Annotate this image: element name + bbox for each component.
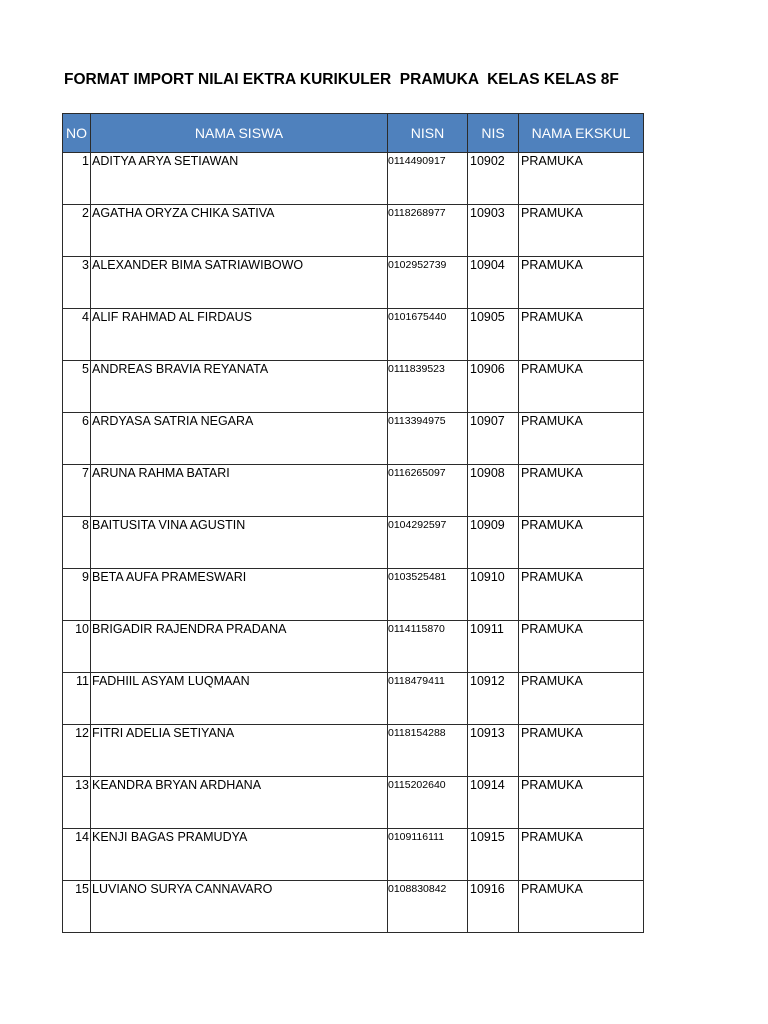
cell-nisn: 0101675440 [388,309,468,361]
cell-nis: 10911 [468,621,519,673]
cell-nama-siswa: KENJI BAGAS PRAMUDYA [91,829,388,881]
cell-nisn: 0118268977 [388,205,468,257]
cell-nama-siswa: ARUNA RAHMA BATARI [91,465,388,517]
cell-nama-ekskul: PRAMUKA [519,673,644,725]
cell-no: 4 [63,309,91,361]
cell-no: 9 [63,569,91,621]
cell-nis: 10907 [468,413,519,465]
cell-nis: 10906 [468,361,519,413]
header-nama-ekskul: NAMA EKSKUL [519,114,644,153]
cell-nis: 10908 [468,465,519,517]
cell-nis: 10909 [468,517,519,569]
table-row [63,517,644,569]
cell-nis: 10903 [468,205,519,257]
cell-nisn: 0113394975 [388,413,468,465]
cell-no: 3 [63,257,91,309]
cell-nama-ekskul: PRAMUKA [519,205,644,257]
cell-nis: 10904 [468,257,519,309]
cell-nama-ekskul: PRAMUKA [519,777,644,829]
cell-nisn: 0114115870 [388,621,468,673]
cell-nisn: 0115202640 [388,777,468,829]
cell-nama-ekskul: PRAMUKA [519,361,644,413]
cell-nama-siswa: ARDYASA SATRIA NEGARA [91,413,388,465]
cell-nis: 10905 [468,309,519,361]
cell-nisn: 0109116111 [388,829,468,881]
cell-nama-siswa: KEANDRA BRYAN ARDHANA [91,777,388,829]
cell-nama-siswa: LUVIANO SURYA CANNAVARO [91,881,388,933]
cell-nama-siswa: ALIF RAHMAD AL FIRDAUS [91,309,388,361]
cell-no: 12 [63,725,91,777]
cell-nama-ekskul: PRAMUKA [519,413,644,465]
cell-nama-siswa: FADHIIL ASYAM LUQMAAN [91,673,388,725]
cell-no: 5 [63,361,91,413]
cell-nis: 10902 [468,153,519,205]
cell-no: 6 [63,413,91,465]
cell-nis: 10910 [468,569,519,621]
cell-nisn: 0108830842 [388,881,468,933]
cell-nisn: 0104292597 [388,517,468,569]
student-table [62,113,644,933]
cell-no: 15 [63,881,91,933]
cell-no: 7 [63,465,91,517]
table-header-row [63,114,644,153]
cell-nisn: 0116265097 [388,465,468,517]
cell-nama-ekskul: PRAMUKA [519,153,644,205]
cell-nama-siswa: ALEXANDER BIMA SATRIAWIBOWO [91,257,388,309]
cell-nisn: 0118479411 [388,673,468,725]
cell-nama-siswa: BRIGADIR RAJENDRA PRADANA [91,621,388,673]
table-row [63,361,644,413]
cell-no: 2 [63,205,91,257]
cell-nama-ekskul: PRAMUKA [519,309,644,361]
cell-nis: 10916 [468,881,519,933]
cell-no: 10 [63,621,91,673]
cell-nis: 10912 [468,673,519,725]
cell-nama-siswa: BETA AUFA PRAMESWARI [91,569,388,621]
cell-no: 8 [63,517,91,569]
cell-nisn: 0111839523 [388,361,468,413]
cell-nama-siswa: BAITUSITA VINA AGUSTIN [91,517,388,569]
table-row [63,309,644,361]
cell-nis: 10914 [468,777,519,829]
cell-nama-ekskul: PRAMUKA [519,569,644,621]
cell-nama-ekskul: PRAMUKA [519,621,644,673]
cell-no: 11 [63,673,91,725]
table-row [63,725,644,777]
table-row [63,777,644,829]
cell-no: 14 [63,829,91,881]
cell-no: 13 [63,777,91,829]
table-row [63,881,644,933]
cell-nama-ekskul: PRAMUKA [519,881,644,933]
cell-nis: 10913 [468,725,519,777]
cell-nisn: 0103525481 [388,569,468,621]
header-nama-siswa: NAMA SISWA [91,114,388,153]
cell-nama-siswa: AGATHA ORYZA CHIKA SATIVA [91,205,388,257]
header-no: NO [63,114,91,153]
table-row [63,413,644,465]
cell-nisn: 0114490917 [388,153,468,205]
cell-nama-ekskul: PRAMUKA [519,465,644,517]
cell-nis: 10915 [468,829,519,881]
cell-nama-ekskul: PRAMUKA [519,829,644,881]
cell-nama-ekskul: PRAMUKA [519,257,644,309]
table-row [63,257,644,309]
table-row [63,205,644,257]
cell-nama-ekskul: PRAMUKA [519,725,644,777]
cell-nisn: 0118154288 [388,725,468,777]
header-nisn: NISN [388,114,468,153]
table-row [63,673,644,725]
table-row [63,153,644,205]
cell-nama-siswa: ANDREAS BRAVIA REYANATA [91,361,388,413]
cell-nama-siswa: ADITYA ARYA SETIAWAN [91,153,388,205]
cell-nama-siswa: FITRI ADELIA SETIYANA [91,725,388,777]
table-row [63,829,644,881]
document-title: FORMAT IMPORT NILAI EKTRA KURIKULER PRAMUKA KELAS KELAS 8F [64,71,619,88]
header-nis: NIS [468,114,519,153]
cell-no: 1 [63,153,91,205]
cell-nisn: 0102952739 [388,257,468,309]
table-row [63,621,644,673]
table-row [63,465,644,517]
table-row [63,569,644,621]
cell-nama-ekskul: PRAMUKA [519,517,644,569]
